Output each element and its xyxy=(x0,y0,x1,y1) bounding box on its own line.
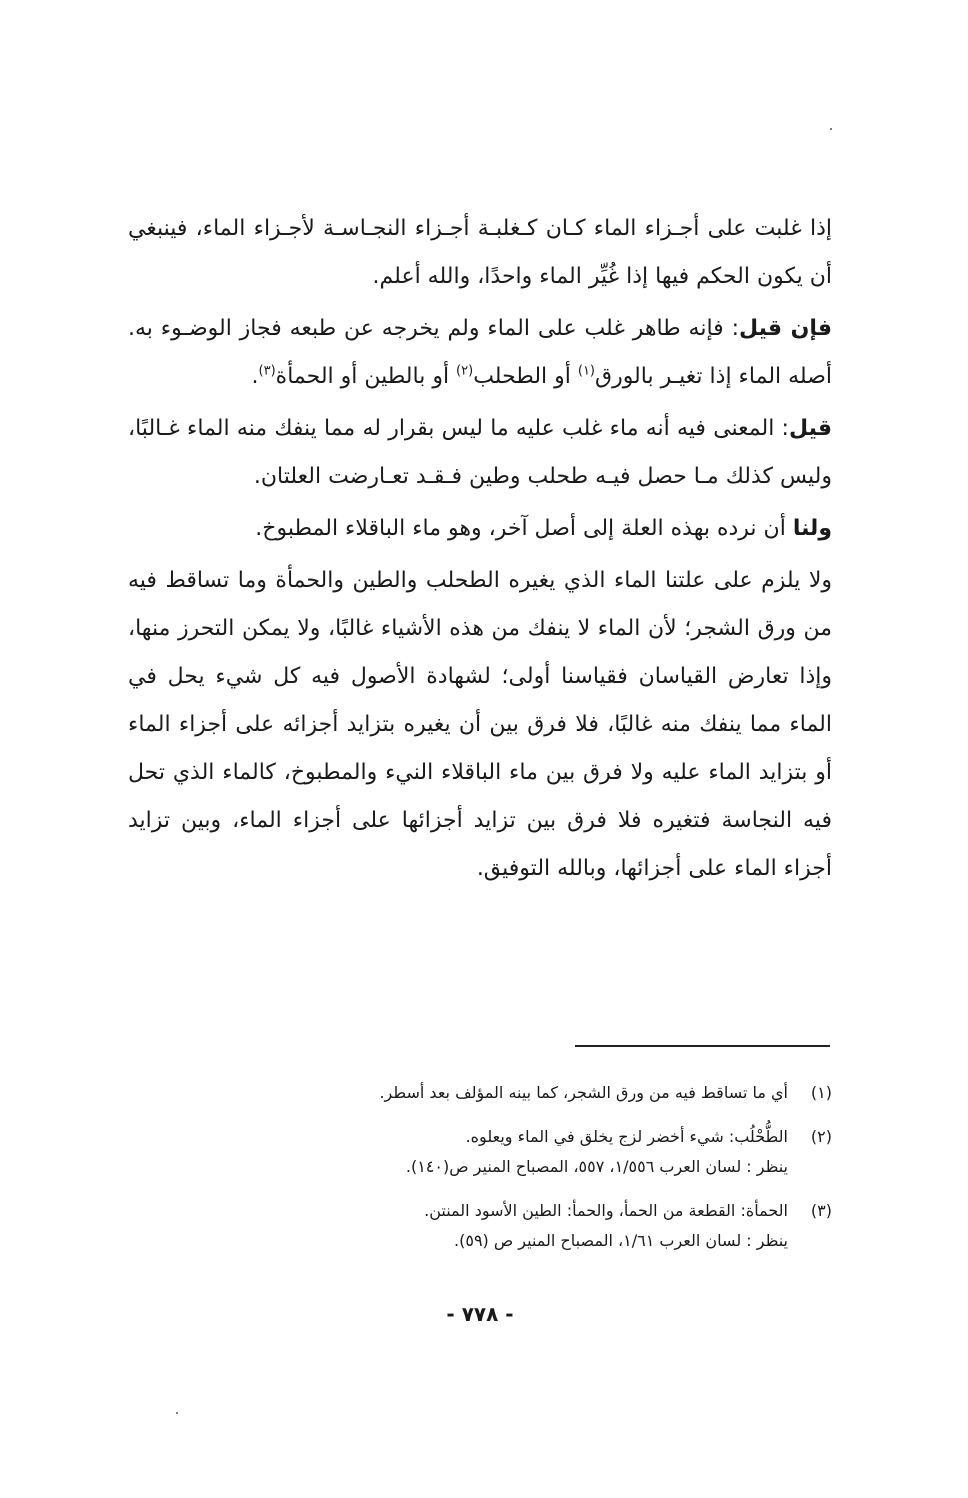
paragraph-1-text: إذا غلبت على أجـزاء الماء كـان كـغلبـة أجـزاء النجـاسـة لأجـزاء الماء، فينبغي أن يكون الحكم فيها إذا غُيِّر الماء واحدًا، والله أعلم. xyxy=(128,216,832,289)
footnote-line: الحمأة: القطعة من الحمأ، والحمأ: الطين الأسود المنتن. xyxy=(424,1201,788,1220)
paragraph-2 xyxy=(128,305,832,401)
footnote-number: (١) xyxy=(810,1083,832,1102)
footnote-ref-3: (٣) xyxy=(258,363,276,379)
paragraph-4 xyxy=(128,505,832,553)
footnote-ref-2: (٢) xyxy=(456,363,474,379)
paragraph-3-text: : المعنى فيه أنه ماء غلب عليه ما ليس بقرار له مما ينفك منه الماء غـالبًا، وليس كذلك مـا حصل فيـه طحلب وطين فـقـد تعـارضت العلتان. xyxy=(128,416,832,489)
footnote-line: أي ما تساقط فيه من ورق الشجر، كما بينه المؤلف بعد أسطر. xyxy=(379,1083,788,1102)
footnote-body xyxy=(240,1078,788,1108)
paragraph-3 xyxy=(128,405,832,501)
paragraph-4-text: أن نرده بهذه العلة إلى أصل آخر، وهو ماء الباقلاء المطبوخ. xyxy=(255,516,793,541)
footnote-2 xyxy=(240,1122,832,1182)
scan-speck xyxy=(176,1412,178,1414)
footnote-divider xyxy=(575,1045,830,1047)
main-text xyxy=(128,205,832,893)
footnote-line: الطُّحْلُب: شيء أخضر لزج يخلق في الماء ويعلوه. xyxy=(465,1127,788,1146)
paragraph-2-text-c: أو بالطين أو الحمأة xyxy=(275,364,457,389)
paragraph-4-lead: ولنا xyxy=(792,516,832,541)
footnote-1 xyxy=(240,1078,832,1108)
page-number: - ٧٧٨ - xyxy=(446,1302,514,1326)
paragraph-3-lead: قيل xyxy=(788,416,832,441)
paragraph-1 xyxy=(128,205,832,301)
scan-speck xyxy=(830,128,832,130)
paragraph-2-text-d: . xyxy=(251,364,259,389)
footnote-body xyxy=(240,1196,788,1256)
paragraph-2-text-b: أو الطحلب xyxy=(473,364,578,389)
footnote-body xyxy=(240,1122,788,1182)
paragraph-2-text-a: : فإنه طاهر غلب على الماء ولم يخرجه عن طبعه فجاز الوضـوء به. أصله الماء إذا تغيـر بالورق xyxy=(128,316,832,389)
paragraph-5-text: ولا يلزم على علتنا الماء الذي يغيره الطحلب والطين والحمأة وما تساقط فيه من ورق الشجر؛ لأن الماء لا ينفك من هذه الأشياء غالبًا، ولا يمكن التحرز منها، وإذا تعارض القياسان فقياسنا أولى؛ لشهادة الأصول فيه كل شيء يحل في الماء مما ينفك منه غالبًا، فلا فرق بين أن يغيره بتزايد أجزائه على أجزاء الماء أو بتزايد الماء عليه ولا فرق بين ماء الباقلاء النيء والمطبوخ، كالماء الذي تحل فيه النجاسة فتغيره فلا فرق بين تزايد أجزائها على أجزاء الماء، وبين تزايد أجزاء الماء على أجزائها، وبالله التوفيق. xyxy=(128,568,832,881)
paragraph-5 xyxy=(128,557,832,893)
footnote-number: (٢) xyxy=(810,1127,832,1146)
footnote-ref-1: (١) xyxy=(577,363,595,379)
footnote-reference-line: ينظر : لسان العرب ١/٦١، المصباح المنير ص (٥٩). xyxy=(454,1231,788,1250)
footnote-number: (٣) xyxy=(810,1201,832,1220)
paragraph-2-lead: فإن قيل xyxy=(739,316,833,341)
footnote-reference-line: ينظر : لسان العرب ١/٥٥٦، ٥٥٧، المصباح المنير ص(١٤٠). xyxy=(405,1157,788,1176)
footnotes xyxy=(240,1078,832,1270)
footnote-3 xyxy=(240,1196,832,1256)
